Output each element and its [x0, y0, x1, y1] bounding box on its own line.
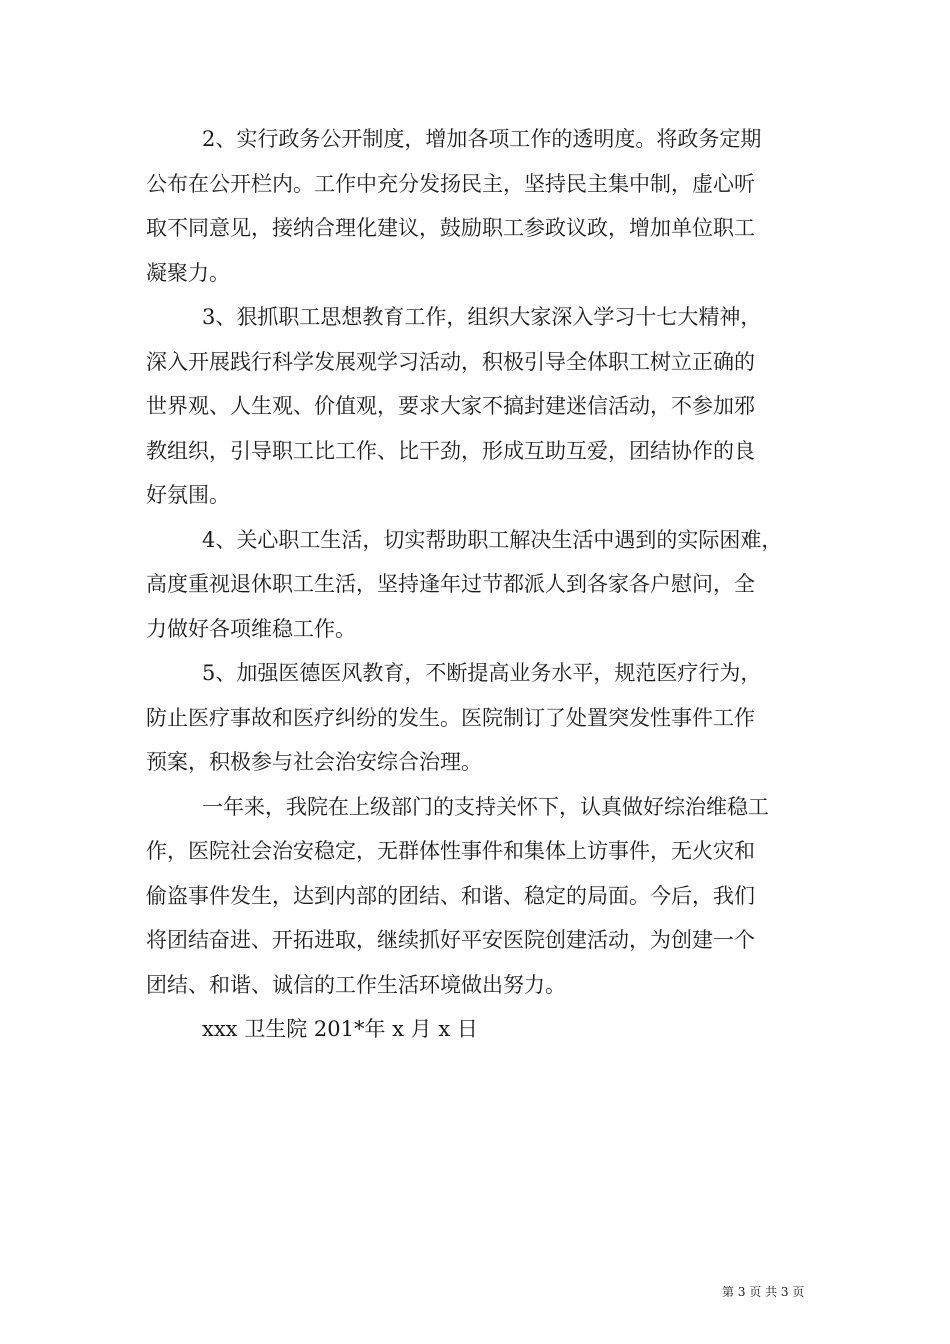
- text-line: 力做好各项维稳工作。: [146, 616, 356, 641]
- signature-line: xxx 卫生院 201*年 x 月 x 日: [202, 1017, 478, 1041]
- text-line: 5、加强医德医风教育，不断提高业务水平，规范医疗行为，: [202, 661, 762, 685]
- document-body: [146, 117, 811, 1052]
- text-line: 好氛围。: [146, 483, 230, 507]
- text-line: 深入开展践行科学发展观学习活动，积极引导全体职工树立正确的: [146, 349, 755, 374]
- text-line: 4、关心职工生活，切实帮助职工解决生活中遇到的实际困难，: [202, 527, 783, 552]
- paragraph: [146, 651, 811, 785]
- text-line: 取不同意见，接纳合理化建议，鼓励职工参政议政，增加单位职工: [146, 216, 755, 240]
- text-line: 凝聚力。: [146, 260, 230, 285]
- paragraph: [146, 518, 811, 652]
- text-line: 高度重视退休职工生活，坚持逢年过节都派人到各家各户慰问，全: [146, 572, 755, 596]
- text-line: 将团结奋进、开拓进取，继续抓好平安医院创建活动，为创建一个: [146, 928, 755, 952]
- text-line: 防止医疗事故和医疗纠纷的发生。医院制订了处置突发性事件工作: [146, 705, 755, 730]
- text-line: 3、狠抓职工思想教育工作，组织大家深入学习十七大精神，: [202, 305, 762, 329]
- text-line: 2、实行政务公开制度，增加各项工作的透明度。将政务定期: [202, 127, 762, 151]
- paragraph: [146, 785, 811, 1008]
- page-number: 第 3 页 共 3 页: [722, 1285, 805, 1299]
- text-line: 教组织，引导职工比工作、比干劲，形成互助互爱，团结协作的良: [146, 438, 755, 463]
- text-line: 作，医院社会治安稳定，无群体性事件和集体上访事件，无火灾和: [146, 839, 755, 863]
- text-line: 团结、和谐、诚信的工作生活环境做出努力。: [146, 972, 566, 997]
- paragraph: [146, 295, 811, 518]
- text-line: 一年来，我院在上级部门的支持关怀下，认真做好综治维稳工: [202, 794, 769, 819]
- text-line: 世界观、人生观、价值观，要求大家不搞封建迷信活动，不参加邪: [146, 394, 755, 418]
- text-line: 偷盗事件发生，达到内部的团结、和谐、稳定的局面。今后，我们: [146, 883, 755, 908]
- text-line: 预案，积极参与社会治安综合治理。: [146, 750, 482, 774]
- paragraph: [146, 117, 811, 295]
- text-line: 公布在公开栏内。工作中充分发扬民主，坚持民主集中制，虚心听: [146, 171, 755, 196]
